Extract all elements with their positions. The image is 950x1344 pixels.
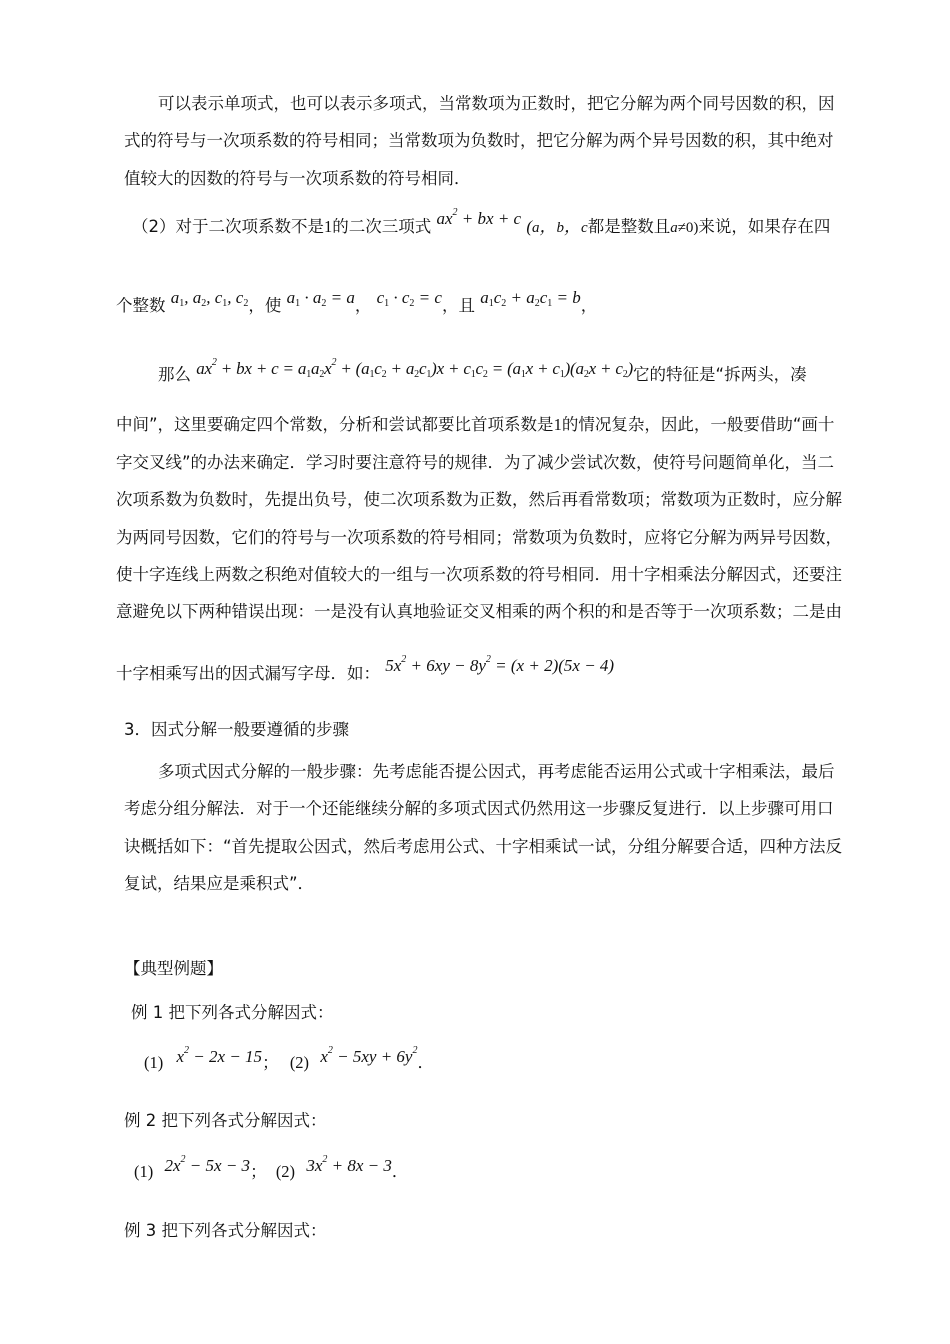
section3-line1: 多项式因式分解的一般步骤：先考虑能否提公因式，再考虑能否运用公式或十字相乘法，最后 [158,762,835,781]
para2-line8: 使十字连线上两数之积绝对值较大的一组与一次项系数的符号相同．用十字相乘法分解因式，还要注 [116,565,842,584]
section3-line4: 复试，结果应是乘积式”． [124,874,315,893]
example3-label: 例 3 把下列各式分解因式： [124,1221,327,1240]
para2-line3: 那么 $ax^2$ + bx + $c = a_1a_2x^2 + (a_1c_2 + a_2c_1)x + c_1c_2 = (a_1x + c_1)(a_2x + c_2)$它的特征是“拆两头，凑 [158,357,807,384]
para2-line4: 中间”，这里要确定四个常数，分析和尝试都要比首项系数是1的情况复杂，因此，一般要借助“画十 [116,415,835,434]
para2-line2: 个整数 $a_1$, $a_2$, $c_1$, $c_2$，使 $a_1 \cdot a_2 = a$， $c_1 \cdot c_2 = c$，且 $a_1c_2 + a_2c_1 = b$， [116,288,598,315]
expr-quadratic: $ax^2$ + bx + c [436,207,522,228]
para1-line2: 式的符号与一次项系数的符号相同；当常数项为负数时，把它分解为两个异号因数的积，其中绝对 [124,131,834,150]
ex2-expr1: $2x^2 - 5x - 3$ [164,1154,251,1175]
para2-line6: 次项系数为负数时，先提出负号，使二次项系数为正数，然后再看常数项；常数项为正数时，应分解 [116,490,842,509]
section3-line2: 考虑分组分解法．对于一个还能继续分解的多项式因式仍然用这一步骤反复进行．以上步骤可用口 [124,799,834,818]
cond-abc: (a，b，c [526,217,588,236]
example1-problems: (1) $x^2 - 2x - 15$； (2) $x^2 - 5xy + 6y^2$． [144,1045,434,1072]
expr-c-product: $c_1 \cdot c_2 = c$ [376,288,442,309]
para2-line1: （2）对于二次项系数不是1的二次三项式 $ax^2$ + bx + c (a，b，c都是整数且a≠0)来说，如果存在四 [132,207,831,236]
para2-line5: 字交叉线”的办法来确定．学习时要注意符号的规律．为了减少尝试次数，使符号问题简单化，当二 [116,453,835,472]
ex1-expr1: $x^2 - 2x - 15$ [176,1045,263,1066]
expr-a-product: $a_1 \cdot a_2 = a$ [286,288,355,309]
para1-line3: 值较大的因数的符号与一次项系数的符号相同． [124,169,471,188]
section3-heading: 3．因式分解一般要遵循的步骤 [124,720,349,739]
example2-problems: (1) $2x^2 - 5x - 3$； (2) $3x^2 + 8x - 3$． [134,1154,409,1181]
ex2-expr2: $3x^2 + 8x - 3$ [306,1154,392,1175]
example2-label: 例 2 把下列各式分解因式： [124,1111,327,1130]
expr-example-factorization: $5x^2 + 6xy - 8y^2 = (x + 2)(5x - 4)$ [385,654,615,675]
expr-cross-factorization: $ax^2$ + bx + $c = a_1a_2x^2 + (a_1c_2 + a_2c_1)x + c_1c_2 = (a_1x + c_1)(a_2x + c_2)$ [196,357,634,380]
para2-line9: 意避免以下两种错误出现：一是没有认真地验证交叉相乘的两个积的和是否等于一次项系数；二是由 [116,602,842,621]
example1-label: 例 1 把下列各式分解因式： [131,1003,334,1022]
expr-b-sum: $a_1c_2 + a_2c_1 = b$ [480,288,581,309]
examples-heading: 【典型例题】 [124,959,223,978]
ex1-expr2: $x^2 - 5xy + 6y^2$ [320,1045,418,1066]
para2-line7: 为两同号因数，它们的符号与一次项系数的符号相同；常数项为负数时，应将它分解为两异号因数， [116,528,842,547]
para1-line1: 可以表示单项式，也可以表示多项式，当常数项为正数时，把它分解为两个同号因数的积，因 [158,94,835,113]
para2-line10: 十字相乘写出的因式漏写字母．如： $5x^2 + 6xy - 8y^2 = (x + 2)(5x - 4)$ [116,654,615,683]
section3-line3: 诀概括如下：“首先提取公因式，然后考虑用公式、十字相乘试一试，分组分解要合适，四种方法反 [124,837,843,856]
expr-four-integers: $a_1$, $a_2$, $c_1$, $c_2$ [170,288,249,309]
